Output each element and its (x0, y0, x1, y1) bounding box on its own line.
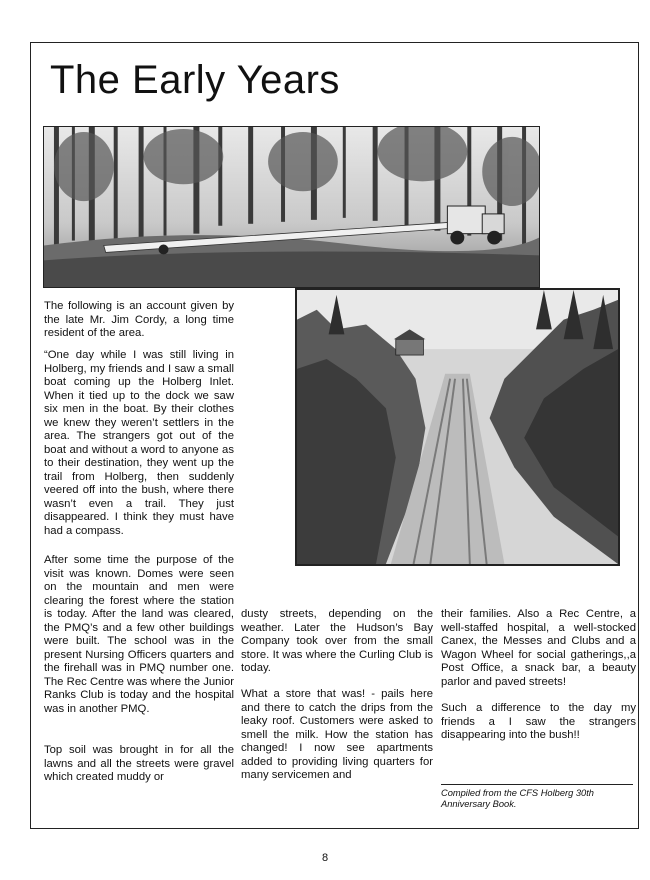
intro-paragraph: The following is an account given by the late Mr. Jim Cordy, a long time resident of the area. (44, 300, 234, 339)
logging-truck-photo (43, 126, 540, 288)
families-paragraph: their families. Also a Rec Centre, a well-staffed hospital, a well-stocked Canex, the Messes and Clubs and a Wagon Wheel for social gatherings,,a Post Office, a snack bar, a beauty parlor and paved streets! (441, 608, 636, 688)
source-credit: Compiled from the CFS Holberg 30th Anniversary Book. (441, 784, 633, 810)
logging-truck-image (44, 127, 539, 287)
page-number: 8 (321, 852, 329, 864)
trail-road-image (297, 290, 618, 564)
streets-paragraph: dusty streets, depending on the weather. Later the Hudson’s Bay Company took over from the small store. It was where the Curling Club is today. (241, 608, 433, 674)
trail-road-photo (295, 288, 620, 566)
store-paragraph: What a store that was! - pails here and there to catch the drips from the leaky roof. Customers were asked to smell the milk. How the station has changed! I now see apartments added to providing living quarters for many servicemen and (241, 688, 433, 781)
page-title: The Early Years (50, 58, 340, 102)
closing-paragraph: Such a difference to the day my friends a I saw the strangers disappearing into the bush!! (441, 702, 636, 741)
story-paragraph: “One day while I was still living in Holberg, my friends and I saw a small boat coming up the Holberg Inlet. When it tied up to the dock we saw six men in the boat. By their clothes we knew they weren’t settlers in the area. The strangers got out of the boat and without a word to anyone as to their destination, they went up the trail from Holberg, then suddenly veered off into the bush, where there wasn’t even a trail. They just disappeared. I think they must have had a compass. (44, 349, 234, 537)
topsoil-paragraph: Top soil was brought in for all the lawns and all the streets were gravel which created muddy or (44, 744, 234, 783)
station-paragraph: After some time the purpose of the visit was known. Domes were seen on the mountain and men were clearing the forest where the station is today. After the land was cleared, the PMQ’s and a few other buildings were built. The school was in the present Nursing Officers quarters and the firehall was in PMQ number one. The Rec Centre was where the Junior Ranks Club is today and the hospital was in another PMQ. (44, 554, 234, 715)
